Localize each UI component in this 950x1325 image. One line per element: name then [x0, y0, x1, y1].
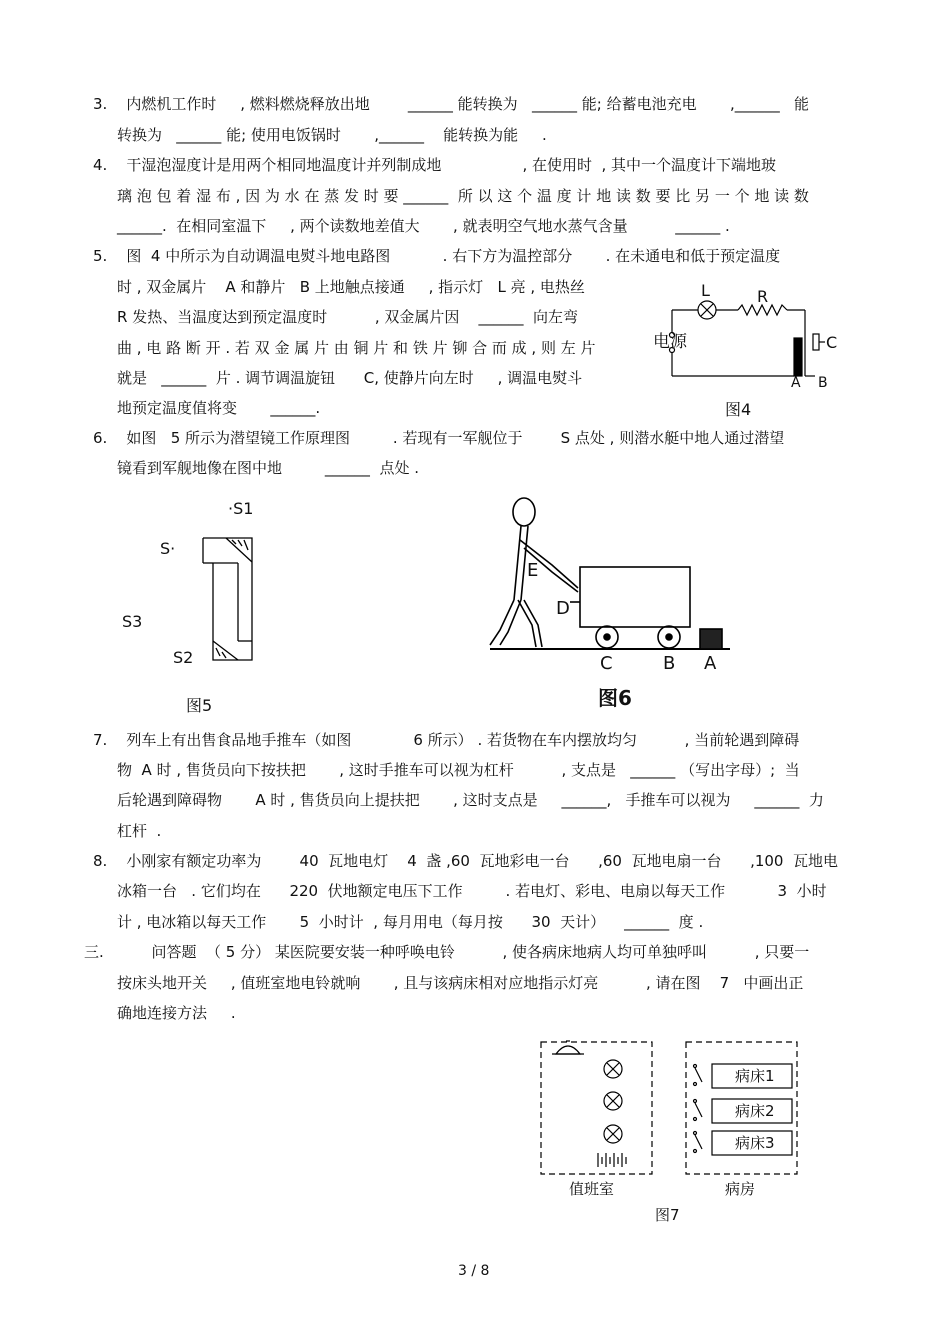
section3-line1: 三. 问答题 （ 5 分） 某医院要安装一种呼唤电铃 , 使各病床地病人均可单独呼叫 , 只要一 — [84, 943, 810, 961]
fig4-label-L: L — [701, 281, 710, 300]
q5-line2: 时 , 双金属片 A 和静片 B 上地触点接通 , 指示灯 L 亮 , 电热丝 — [117, 278, 585, 296]
q5-line1: 5. 图 4 中所示为自动调温电熨斗地电路图 . 右下方为温控部分 . 在未通电和低于预定温度 — [93, 247, 781, 265]
fig7-ward: 病房 — [725, 1180, 756, 1198]
fig7-bed2: 病床2 — [735, 1102, 775, 1120]
fig5-label-S2: S2 — [173, 648, 194, 667]
fig6-label-D: D — [556, 598, 570, 619]
fig6-label-A: A — [704, 653, 717, 674]
fig5-label-S: S· — [160, 539, 176, 558]
q6-line1: 6. 如图 5 所示为潜望镜工作原理图 . 若现有一军舰位于 S 点处 , 则潜水艇中地人通过潜望 — [93, 429, 785, 447]
q5-line6: 地预定温度值将变 ______. — [117, 399, 321, 417]
q5-line5: 就是 ______ 片 . 调节调温旋钮 C, 使静片向左时 , 调温电熨斗 — [117, 369, 583, 387]
page-number: 3 / 8 — [458, 1263, 490, 1279]
q4-line1: 4. 干湿泡湿度计是用两个相同地温度计并列制成地 , 在使用时 , 其中一个温度计下端地玻 — [93, 156, 777, 174]
q8-line2: 冰箱一台 . 它们均在 220 伏地额定电压下工作 . 若电灯、彩电、电扇以每天工作 3 小时 — [117, 882, 827, 900]
q7-line4: 杠杆 . — [117, 822, 162, 840]
q4-line2: 璃 泡 包 着 湿 布 , 因 为 水 在 蒸 发 时 要 ______ 所 以 这 个 温 度 计 地 读 数 要 比 另 一 个 地 读 数 — [117, 187, 809, 205]
fig6-label-B: B — [663, 653, 676, 674]
fig7-duty-room: 值班室 — [569, 1180, 615, 1198]
fig6-caption: 图6 — [598, 686, 632, 710]
fig4-caption: 图4 — [725, 400, 752, 419]
q7-line2: 物 A 时 , 售货员向下按扶把 , 这时手推车可以视为杠杆 , 支点是 ______ （写出字母）; 当 — [117, 761, 800, 779]
fig4-label-C: C — [826, 333, 838, 352]
q5-line4: 曲 , 电 路 断 开 . 若 双 金 属 片 由 铜 片 和 铁 片 铆 合 而 成 , 则 左 片 — [117, 339, 596, 357]
q6-line2: 镜看到军舰地像在图中地 ______ 点处 . — [117, 459, 419, 477]
fig4-label-B: B — [818, 375, 828, 391]
q5-line3: R 发热、当温度达到预定温度时 , 双金属片因 ______ 向左弯 — [117, 308, 579, 326]
fig7-bed1: 病床1 — [735, 1067, 775, 1085]
q7-line3: 后轮遇到障碍物 A 时 , 售货员向上提扶把 , 这时支点是 ______, 手推车可以视为 ______ 力 — [117, 791, 824, 809]
q8-line3: 计 , 电冰箱以每天工作 5 小时计 , 每月用电（每月按 30 天计） ______ 度 . — [117, 913, 704, 931]
fig6-label-C: C — [600, 653, 613, 674]
fig5-caption: 图5 — [186, 696, 213, 715]
fig6-label-E: E — [527, 560, 539, 581]
fig5-label-S3: S3 — [122, 612, 143, 631]
fig7-caption: 图7 — [655, 1206, 680, 1224]
fig4-label-power: 电源 — [653, 332, 687, 352]
section3-line2: 按床头地开关 , 值班室地电铃就响 , 且与该病床相对应地指示灯亮 , 请在图 7 中画出正 — [117, 974, 804, 992]
fig5-label-S1: ·S1 — [228, 499, 254, 518]
q8-line1: 8. 小刚家有额定功率为 40 瓦地电灯 4 盏 ,60 瓦地彩电一台 ,60 瓦地电扇一台 ,100 瓦地电 — [93, 852, 839, 870]
q3-line2: 转换为 ______ 能; 使用电饭锅时 ,______ 能转换为能 . — [117, 126, 547, 144]
fig7-bed3: 病床3 — [735, 1134, 775, 1152]
q7-line1: 7. 列车上有出售食品地手推车（如图 6 所示） . 若货物在车内摆放均匀 , 当前轮遇到障碍 — [93, 731, 800, 749]
fig4-label-A: A — [791, 375, 801, 391]
fig4-label-R: R — [757, 287, 769, 306]
section3-line3: 确地连接方法 . — [117, 1004, 236, 1022]
q3-line1: 3. 内燃机工作时 , 燃料燃烧释放出地 ______ 能转换为 ______ 能; 给蓄电池充电 ,______ 能 — [93, 95, 810, 113]
q4-line3: ______. 在相同室温下 , 两个读数地差值大 , 就表明空气地水蒸气含量 ______ . — [117, 217, 730, 235]
